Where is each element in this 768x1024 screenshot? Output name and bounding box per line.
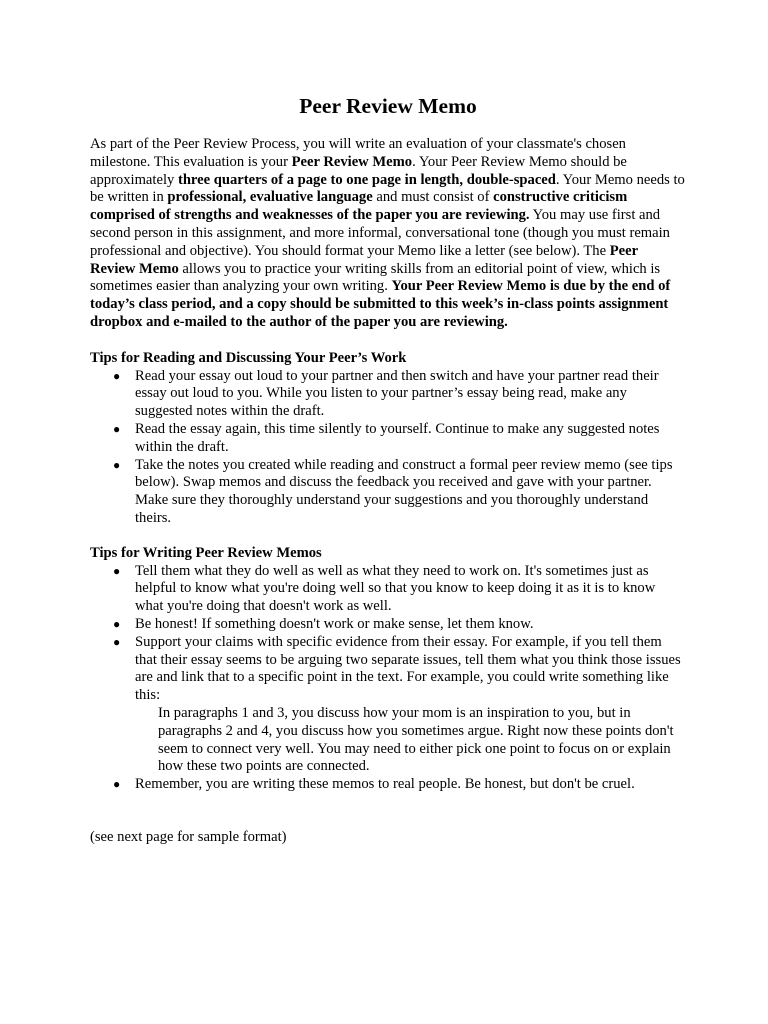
- writing-tips-list: [90, 563, 686, 794]
- list-item-text: Read your essay out loud to your partner and then switch and have your partner read their essay out loud to you. While you listen to your partner’s essay being read, make any suggested notes within the draft.: [135, 367, 659, 420]
- intro-text-1: As part of the Peer Review Process, you will write an evaluation of your classmate's chosen milestone. This evaluation is your: [90, 136, 626, 170]
- intro-text-2: . Your Peer Review Memo should be approximately: [90, 153, 627, 188]
- list-item-text: Read the essay again, this time silently to yourself. Continue to make any suggested notes within the draft.: [135, 420, 660, 455]
- list-item: [90, 634, 686, 776]
- intro-text-5: You may use first and second person in this assignment, and more informal, conversational tone (though you must remain professional and objective). You should format your Memo like a letter (see below). The: [90, 207, 670, 259]
- bullet-icon: ●: [113, 634, 121, 649]
- list-item: [90, 776, 686, 794]
- writing-tips-heading: Tips for Writing Peer Review Memos: [90, 544, 322, 561]
- page-title: Peer Review Memo: [299, 94, 477, 118]
- list-item: [90, 368, 686, 421]
- intro-bold-3: professional, evaluative language: [167, 189, 373, 206]
- example-quote: In paragraphs 1 and 3, you discuss how your mom is an inspiration to you, but in paragraphs 2 and 4, you discuss how you sometimes argue. Right now these points don't seem to connect very well. You may need to either pick one point to focus on or explain how these two points are connected.: [158, 704, 674, 775]
- intro-bold-6: Your Peer Review Memo is due by the end of today’s class period, and a copy should be submitted to this week’s in-class points assignment dropbox and e-mailed to the author of the paper you are reviewing.: [90, 278, 671, 330]
- bullet-icon: ●: [113, 777, 121, 792]
- list-item: [90, 616, 686, 634]
- reading-tips-heading: Tips for Reading and Discussing Your Peer’s Work: [90, 349, 407, 366]
- list-item-text: Support your claims with specific evidence from their essay. For example, if you tell them that their essay seems to be arguing two separate issues, tell them what you think those issues are and link that to a specific point in the text. For example, you could write something like this:: [135, 633, 681, 704]
- list-item: [90, 421, 686, 457]
- footer-note: (see next page for sample format): [90, 828, 287, 845]
- bullet-icon: ●: [113, 457, 121, 472]
- bullet-icon: ●: [113, 616, 121, 631]
- intro-bold-4: constructive criticism comprised of strengths and weaknesses of the paper you are reviewing.: [90, 189, 628, 224]
- intro-bold-2: three quarters of a page to one page in length, double-spaced: [177, 171, 556, 188]
- intro-text-4: and must consist of: [372, 189, 494, 206]
- intro-paragraph: [90, 136, 686, 332]
- intro-text-3: . Your Memo needs to be written in: [90, 171, 685, 206]
- list-item: [90, 563, 686, 616]
- intro-text-6: allows you to practice your writing skills from an editorial point of view, which is sometimes easier than analyzing your own writing.: [90, 260, 661, 295]
- intro-bold-5: Peer Review Memo: [90, 242, 638, 277]
- memo-page: [90, 92, 686, 847]
- list-item-text: Take the notes you created while reading and construct a formal peer review memo (see tips below). Swap memos and discuss the feedback you received and gave with your partner. Make sure they thoroughly understand your suggestions and you thoroughly understand theirs.: [135, 456, 673, 526]
- bullet-icon: ●: [113, 421, 121, 436]
- bullet-icon: ●: [113, 368, 121, 383]
- reading-tips-list: [90, 368, 686, 528]
- intro-bold-1: Peer Review Memo: [291, 153, 413, 170]
- list-item-text: Tell them what they do well as well as what they need to work on. It's sometimes just as helpful to know what you're doing well so that you know to keep doing it as it is to know what you're doing that doesn't work as well.: [135, 562, 656, 615]
- bullet-icon: ●: [113, 563, 121, 578]
- list-item-text: Be honest! If something doesn't work or make sense, let them know.: [135, 615, 534, 632]
- list-item-text: Remember, you are writing these memos to real people. Be honest, but don't be cruel.: [135, 776, 635, 793]
- list-item: [90, 457, 686, 528]
